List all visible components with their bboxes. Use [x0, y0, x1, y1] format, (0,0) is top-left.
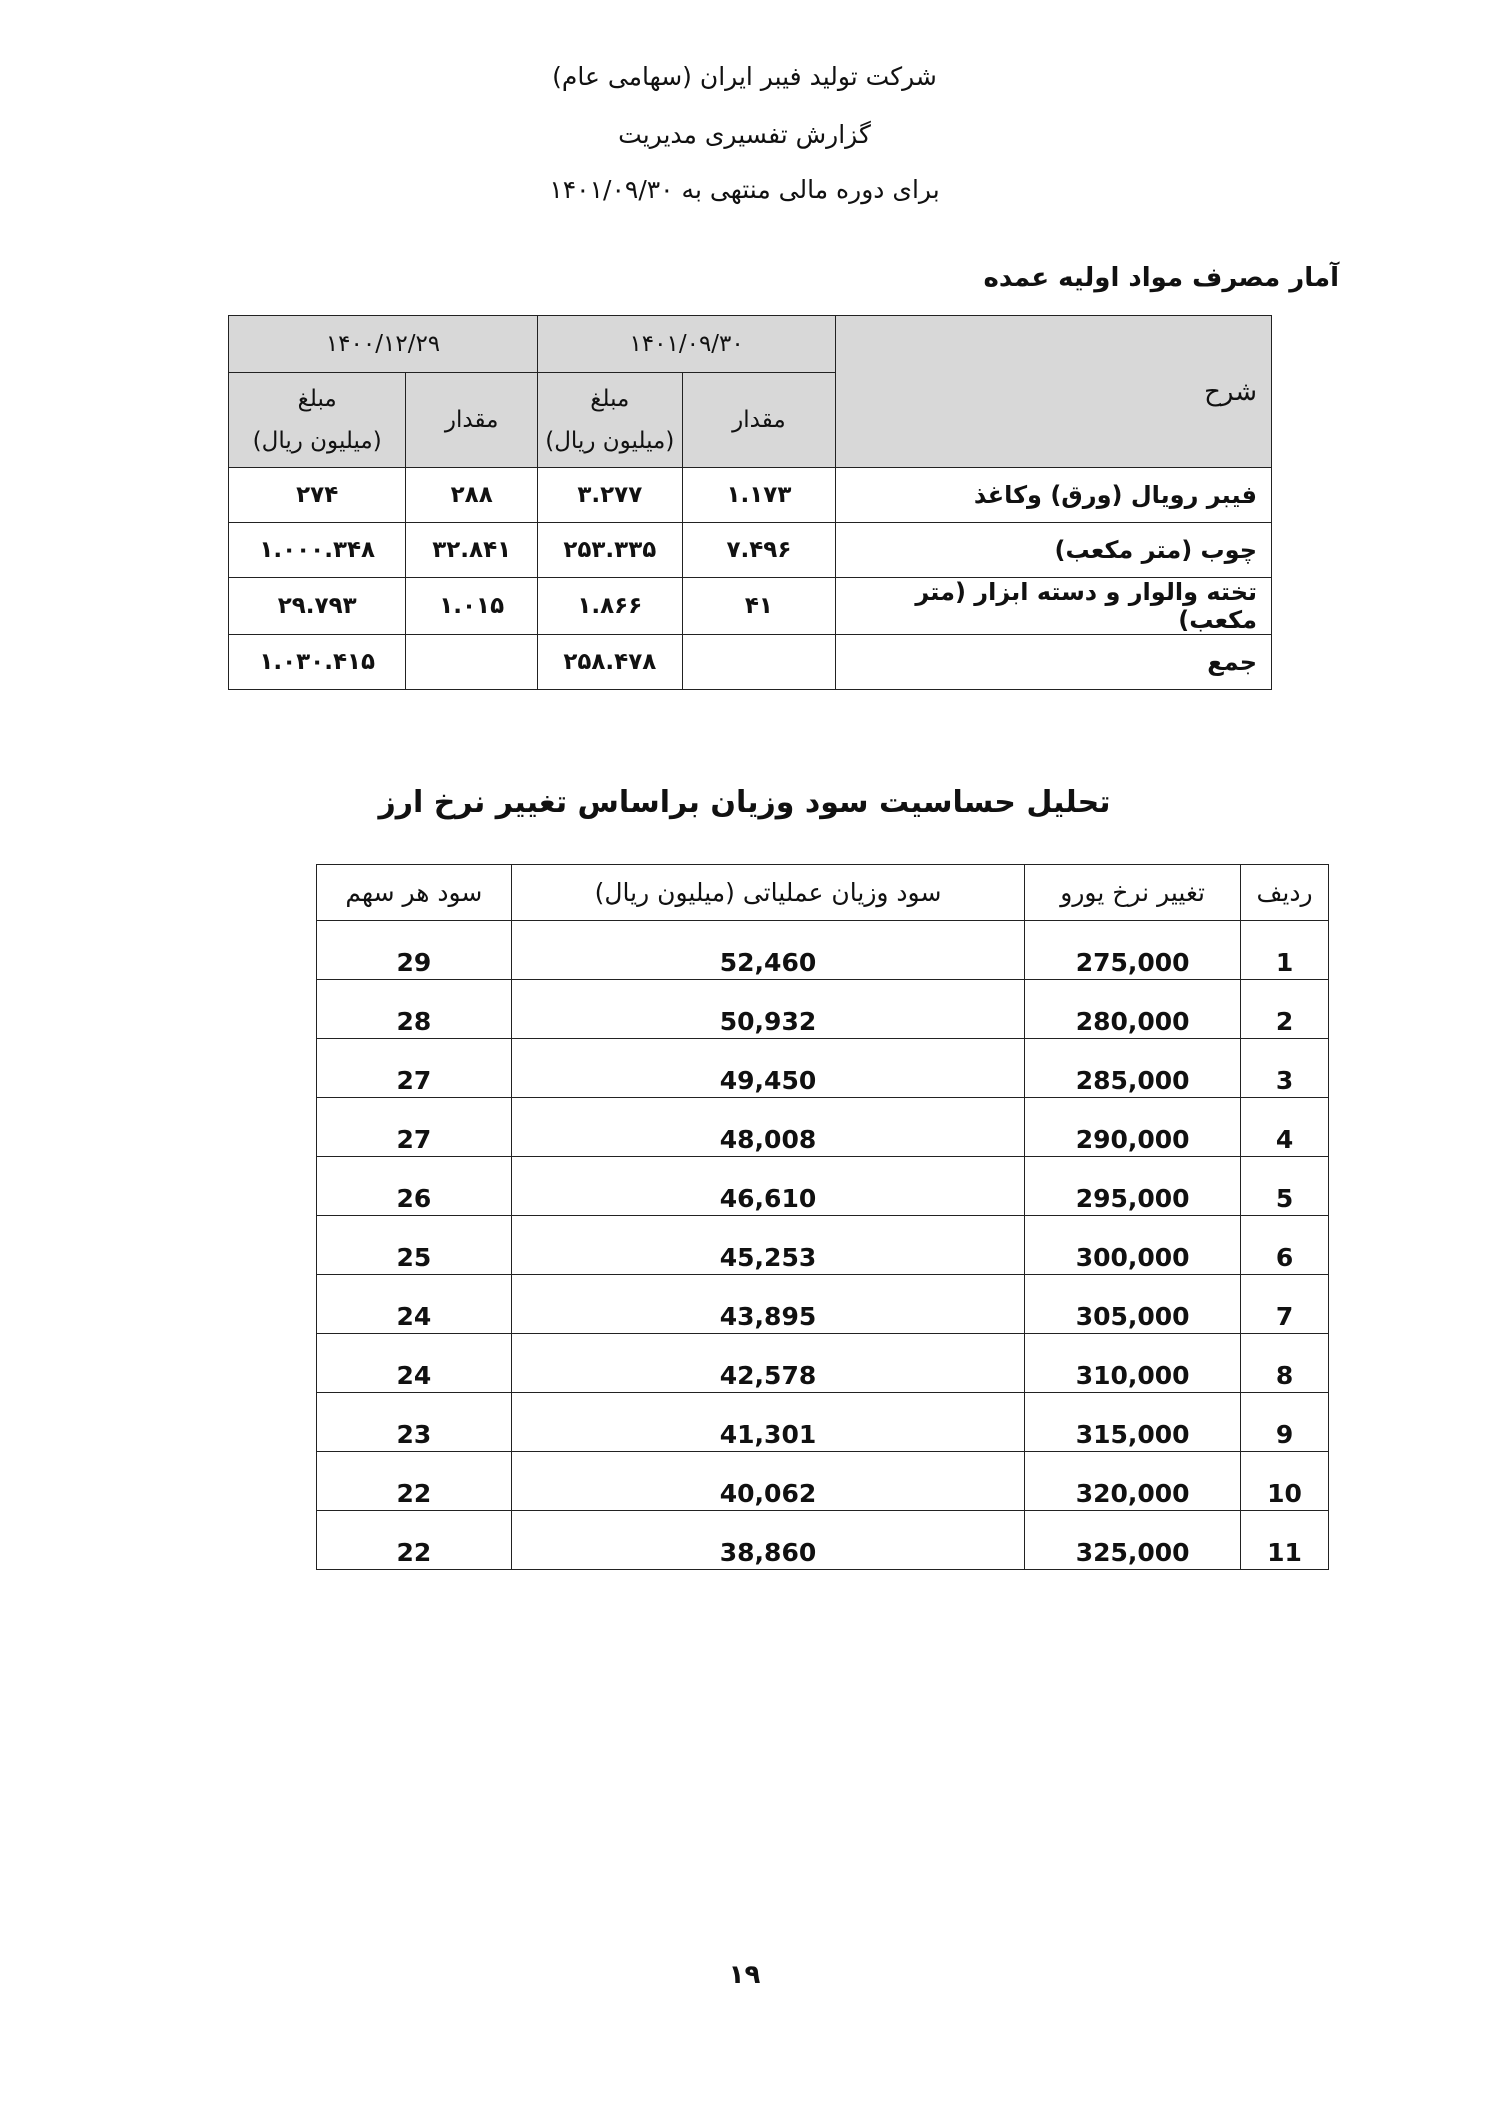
table-row — [317, 980, 1329, 1039]
row-number-cell: 8 — [1241, 1334, 1329, 1393]
operating-profit-cell: 45,253 — [511, 1216, 1024, 1275]
operating-profit-cell: 46,610 — [511, 1157, 1024, 1216]
row-number-cell: 11 — [1241, 1511, 1329, 1570]
qty-current-cell — [682, 635, 836, 690]
table-row — [317, 921, 1329, 980]
current-period-header: ۱۴۰۱/۰۹/۳۰ — [537, 316, 835, 373]
operating-profit-header: سود وزیان عملیاتی (میلیون ریال) — [511, 865, 1024, 921]
row-number-header: ردیف — [1241, 865, 1329, 921]
operating-profit-cell: 48,008 — [511, 1098, 1024, 1157]
row-description: جمع — [836, 635, 1272, 690]
table-row — [317, 1216, 1329, 1275]
qty-prior-header: مقدار — [406, 373, 538, 468]
row-number-cell: 5 — [1241, 1157, 1329, 1216]
table-row — [229, 635, 1272, 690]
amount-current-cell: ۲۵۸.۴۷۸ — [537, 635, 682, 690]
sensitivity-section-title: تحلیل حساسیت سود وزیان براساس تغییر نرخ ارز — [378, 785, 1111, 820]
operating-profit-cell: 50,932 — [511, 980, 1024, 1039]
eps-cell: 24 — [317, 1275, 512, 1334]
table-row — [317, 1511, 1329, 1570]
amount-current-cell: ۳.۲۷۷ — [537, 468, 682, 523]
eps-cell: 24 — [317, 1334, 512, 1393]
operating-profit-cell: 41,301 — [511, 1393, 1024, 1452]
table-row — [317, 1452, 1329, 1511]
amount-current-header: مبلغ (میلیون ریال) — [537, 373, 682, 468]
prior-period-header: ۱۴۰۰/۱۲/۲۹ — [229, 316, 538, 373]
report-period: برای دوره مالی منتهی به ۱۴۰۱/۰۹/۳۰ — [549, 175, 940, 204]
amount-current-cell: ۲۵۳.۳۳۵ — [537, 523, 682, 578]
operating-profit-cell: 43,895 — [511, 1275, 1024, 1334]
operating-profit-cell: 40,062 — [511, 1452, 1024, 1511]
euro-rate-cell: 325,000 — [1025, 1511, 1241, 1570]
row-number-cell: 6 — [1241, 1216, 1329, 1275]
operating-profit-cell: 52,460 — [511, 921, 1024, 980]
euro-rate-cell: 275,000 — [1025, 921, 1241, 980]
qty-prior-cell — [406, 635, 538, 690]
euro-rate-header: تغییر نرخ یورو — [1025, 865, 1241, 921]
eps-cell: 27 — [317, 1039, 512, 1098]
eps-cell: 28 — [317, 980, 512, 1039]
euro-rate-cell: 295,000 — [1025, 1157, 1241, 1216]
euro-rate-cell: 285,000 — [1025, 1039, 1241, 1098]
table-row — [317, 1157, 1329, 1216]
amount-prior-header: مبلغ (میلیون ریال) — [229, 373, 406, 468]
materials-table — [228, 315, 1272, 690]
table-row — [317, 1039, 1329, 1098]
table-row — [317, 1393, 1329, 1452]
row-number-cell: 3 — [1241, 1039, 1329, 1098]
company-name: شرکت تولید فیبر ایران (سهامی عام) — [552, 62, 937, 91]
amount-current-cell: ۱.۸۶۶ — [537, 578, 682, 635]
amount-prior-cell: ۱.۰۰۰.۳۴۸ — [229, 523, 406, 578]
eps-cell: 29 — [317, 921, 512, 980]
eps-cell: 27 — [317, 1098, 512, 1157]
qty-current-cell: ۴۱ — [682, 578, 836, 635]
row-description: فیبر رویال (ورق) وکاغذ — [836, 468, 1272, 523]
table-row — [229, 578, 1272, 635]
eps-cell: 26 — [317, 1157, 512, 1216]
qty-current-cell: ۷.۴۹۶ — [682, 523, 836, 578]
operating-profit-cell: 49,450 — [511, 1039, 1024, 1098]
qty-prior-cell: ۱.۰۱۵ — [406, 578, 538, 635]
sensitivity-table — [316, 864, 1329, 1570]
amount-prior-cell: ۲۹.۷۹۳ — [229, 578, 406, 635]
euro-rate-cell: 290,000 — [1025, 1098, 1241, 1157]
table-row — [229, 468, 1272, 523]
eps-header: سود هر سهم — [317, 865, 512, 921]
operating-profit-cell: 38,860 — [511, 1511, 1024, 1570]
euro-rate-cell: 315,000 — [1025, 1393, 1241, 1452]
amount-prior-cell: ۲۷۴ — [229, 468, 406, 523]
row-number-cell: 4 — [1241, 1098, 1329, 1157]
table-row — [317, 1275, 1329, 1334]
euro-rate-cell: 305,000 — [1025, 1275, 1241, 1334]
amount-prior-cell: ۱.۰۳۰.۴۱۵ — [229, 635, 406, 690]
page-number: ۱۹ — [728, 1960, 761, 1990]
table-row — [317, 1334, 1329, 1393]
table-row — [229, 523, 1272, 578]
row-number-cell: 10 — [1241, 1452, 1329, 1511]
desc-header: شرح — [836, 316, 1272, 468]
row-number-cell: 7 — [1241, 1275, 1329, 1334]
row-number-cell: 2 — [1241, 980, 1329, 1039]
qty-prior-cell: ۳۲.۸۴۱ — [406, 523, 538, 578]
eps-cell: 23 — [317, 1393, 512, 1452]
row-number-cell: 9 — [1241, 1393, 1329, 1452]
operating-profit-cell: 42,578 — [511, 1334, 1024, 1393]
qty-current-header: مقدار — [682, 373, 836, 468]
row-number-cell: 1 — [1241, 921, 1329, 980]
qty-current-cell: ۱.۱۷۳ — [682, 468, 836, 523]
euro-rate-cell: 300,000 — [1025, 1216, 1241, 1275]
eps-cell: 22 — [317, 1511, 512, 1570]
eps-cell: 25 — [317, 1216, 512, 1275]
table-row — [317, 1098, 1329, 1157]
euro-rate-cell: 320,000 — [1025, 1452, 1241, 1511]
materials-section-title: آمار مصرف مواد اولیه عمده — [983, 263, 1339, 293]
eps-cell: 22 — [317, 1452, 512, 1511]
row-description: تخته والوار و دسته ابزار (متر مکعب) — [836, 578, 1272, 635]
euro-rate-cell: 280,000 — [1025, 980, 1241, 1039]
report-title: گزارش تفسیری مدیریت — [618, 120, 871, 149]
row-description: چوب (متر مکعب) — [836, 523, 1272, 578]
qty-prior-cell: ۲۸۸ — [406, 468, 538, 523]
euro-rate-cell: 310,000 — [1025, 1334, 1241, 1393]
